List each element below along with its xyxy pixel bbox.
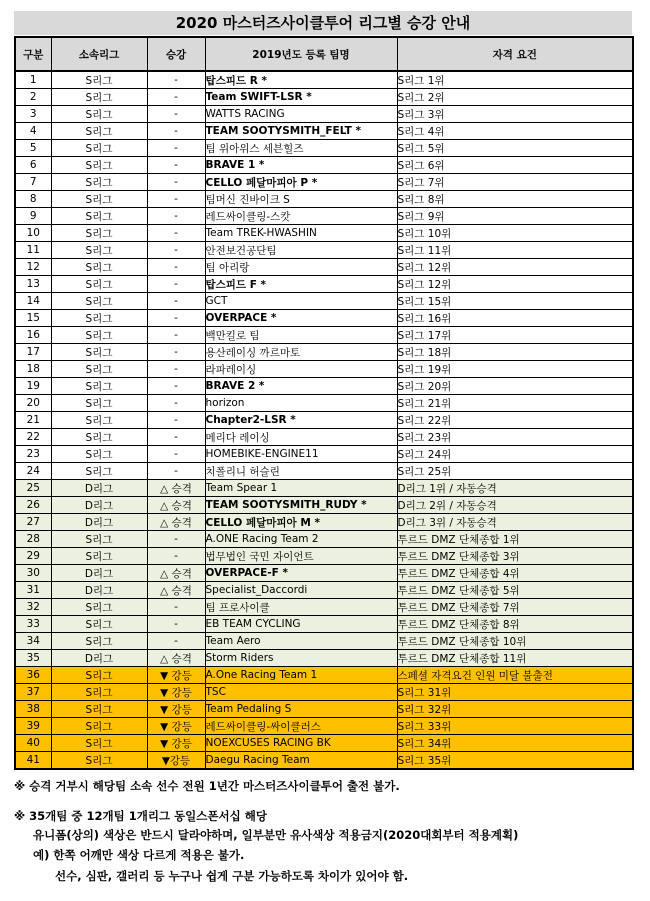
row-team-name: CELLO 페달마피아 P * [205,174,397,191]
row-movement: - [147,395,205,412]
row-team-name: 용산레이싱 까르마토 [205,344,397,361]
table-row [15,463,633,480]
row-number: 10 [15,225,51,242]
row-movement: - [147,174,205,191]
row-movement: ▼ 강등 [147,667,205,684]
row-number: 12 [15,259,51,276]
row-number: 13 [15,276,51,293]
row-movement: - [147,412,205,429]
row-number: 24 [15,463,51,480]
row-number: 17 [15,344,51,361]
row-team-name: 치폴리니 허슬린 [205,463,397,480]
row-team-name: 법무법인 국민 자이언트 [205,548,397,565]
row-league: S리그 [51,123,147,140]
table-row [15,327,633,344]
row-league: S리그 [51,106,147,123]
row-movement: - [147,259,205,276]
row-requirement: D리그 1위 / 자동승격 [397,480,633,497]
row-requirement: S리그 5위 [397,140,633,157]
row-number: 15 [15,310,51,327]
table-row [15,599,633,616]
table-row [15,361,633,378]
row-league: D리그 [51,514,147,531]
row-league: S리그 [51,429,147,446]
row-movement: △ 승격 [147,480,205,497]
row-league: D리그 [51,480,147,497]
row-team-name: 라파레이싱 [205,361,397,378]
table-row [15,225,633,242]
row-team-name: 팀 프로사이클 [205,599,397,616]
row-league: S리그 [51,667,147,684]
note-sponsorship: ※ 35개팀 중 12개팀 1개리그 동일스폰서십 해당 [14,809,267,823]
league-table [14,36,634,770]
row-league: S리그 [51,616,147,633]
header-row [15,37,633,71]
row-league: S리그 [51,701,147,718]
header-team: 2019년도 등록 팀명 [205,37,397,71]
row-number: 11 [15,242,51,259]
row-team-name: TSC [205,684,397,701]
row-movement: - [147,140,205,157]
row-requirement: 스페셜 자격요건 인원 미달 불출전 [397,667,633,684]
row-movement: - [147,548,205,565]
row-movement: - [147,123,205,140]
table-row [15,582,633,599]
note-distinguish: 선수, 심판, 갤러리 등 누구나 쉽게 구분 가능하도록 차이가 있어야 함. [55,869,409,883]
row-movement: - [147,208,205,225]
row-number: 7 [15,174,51,191]
row-number: 29 [15,548,51,565]
row-movement: - [147,293,205,310]
row-requirement: S리그 31위 [397,684,633,701]
row-requirement: 투르드 DMZ 단체종합 11위 [397,650,633,667]
row-number: 35 [15,650,51,667]
row-league: S리그 [51,89,147,106]
row-requirement: D리그 2위 / 자동승격 [397,497,633,514]
row-league: S리그 [51,71,147,89]
row-number: 39 [15,718,51,735]
row-number: 4 [15,123,51,140]
row-league: D리그 [51,582,147,599]
row-number: 8 [15,191,51,208]
row-requirement: S리그 23위 [397,429,633,446]
row-requirement: S리그 12위 [397,276,633,293]
table-row [15,140,633,157]
row-team-name: 팀 위아위스 세븐힐즈 [205,140,397,157]
row-movement: - [147,463,205,480]
table-row [15,429,633,446]
row-number: 16 [15,327,51,344]
table-row [15,242,633,259]
row-movement: - [147,633,205,650]
row-requirement: 투르드 DMZ 단체종합 3위 [397,548,633,565]
row-league: S리그 [51,157,147,174]
row-team-name: CELLO 페달마피아 M * [205,514,397,531]
row-requirement: S리그 11위 [397,242,633,259]
row-movement: - [147,429,205,446]
row-requirement: S리그 24위 [397,446,633,463]
row-team-name: WATTS RACING [205,106,397,123]
row-movement: △ 승격 [147,565,205,582]
row-movement: ▼ 강등 [147,735,205,752]
row-number: 3 [15,106,51,123]
row-requirement: S리그 1위 [397,71,633,89]
row-movement: - [147,531,205,548]
row-team-name: Team SWIFT-LSR * [205,89,397,106]
row-number: 18 [15,361,51,378]
row-number: 33 [15,616,51,633]
row-team-name: GCT [205,293,397,310]
row-number: 32 [15,599,51,616]
row-requirement: S리그 33위 [397,718,633,735]
table-row [15,633,633,650]
row-league: S리그 [51,310,147,327]
row-number: 34 [15,633,51,650]
row-requirement: S리그 34위 [397,735,633,752]
row-movement: △ 승격 [147,582,205,599]
row-requirement: S리그 10위 [397,225,633,242]
row-requirement: 투르드 DMZ 단체종합 5위 [397,582,633,599]
row-requirement: S리그 18위 [397,344,633,361]
row-team-name: horizon [205,395,397,412]
row-number: 26 [15,497,51,514]
row-movement: △ 승격 [147,650,205,667]
row-movement: △ 승격 [147,514,205,531]
row-league: S리그 [51,293,147,310]
table-row [15,650,633,667]
table-row [15,344,633,361]
table-row [15,89,633,106]
row-number: 36 [15,667,51,684]
row-number: 21 [15,412,51,429]
row-league: D리그 [51,650,147,667]
row-requirement: S리그 12위 [397,259,633,276]
table-row [15,718,633,735]
row-number: 22 [15,429,51,446]
row-league: D리그 [51,497,147,514]
row-team-name: TEAM SOOTYSMITH_RUDY * [205,497,397,514]
row-team-name: Team Pedaling S [205,701,397,718]
header-no: 구분 [15,37,51,71]
row-number: 9 [15,208,51,225]
row-team-name: Team Aero [205,633,397,650]
row-team-name: 팀 아리랑 [205,259,397,276]
row-league: S리그 [51,531,147,548]
row-requirement: S리그 17위 [397,327,633,344]
row-requirement: S리그 6위 [397,157,633,174]
table-row [15,71,633,89]
table-row [15,259,633,276]
row-movement: - [147,242,205,259]
row-team-name: Specialist_Daccordi [205,582,397,599]
page-title: 2020 마스터즈사이클투어 리그별 승강 안내 [14,11,632,35]
row-movement: - [147,71,205,89]
row-league: S리그 [51,752,147,770]
row-team-name: HOMEBIKE-ENGINE11 [205,446,397,463]
row-requirement: 투르드 DMZ 단체종합 10위 [397,633,633,650]
row-requirement: D리그 3위 / 자동승격 [397,514,633,531]
table-row [15,293,633,310]
row-requirement: S리그 15위 [397,293,633,310]
row-league: S리그 [51,718,147,735]
row-movement: △ 승격 [147,497,205,514]
row-number: 25 [15,480,51,497]
row-requirement: S리그 35위 [397,752,633,770]
row-movement: - [147,616,205,633]
row-team-name: BRAVE 2 * [205,378,397,395]
row-movement: - [147,157,205,174]
row-requirement: S리그 25위 [397,463,633,480]
row-movement: ▼ 강등 [147,684,205,701]
row-league: S리그 [51,463,147,480]
row-requirement: 투르드 DMZ 단체종합 4위 [397,565,633,582]
row-requirement: S리그 9위 [397,208,633,225]
row-number: 40 [15,735,51,752]
row-league: S리그 [51,548,147,565]
table-row [15,616,633,633]
row-requirement: S리그 3위 [397,106,633,123]
row-league: S리그 [51,344,147,361]
row-requirement: 투르드 DMZ 단체종합 7위 [397,599,633,616]
row-movement: ▼강등 [147,752,205,770]
row-team-name: BRAVE 1 * [205,157,397,174]
table-row [15,701,633,718]
row-team-name: 메리다 레이싱 [205,429,397,446]
row-league: S리그 [51,599,147,616]
row-team-name: 레드싸이클링-싸이클러스 [205,718,397,735]
header-league: 소속리그 [51,37,147,71]
table-row [15,531,633,548]
row-requirement: S리그 19위 [397,361,633,378]
row-number: 27 [15,514,51,531]
note-refusal: ※ 승격 거부시 해당팀 소속 선수 전원 1년간 마스터즈사이클투어 출전 불가. [14,779,400,793]
row-team-name: Storm Riders [205,650,397,667]
table-row [15,106,633,123]
row-team-name: 탑스피드 F * [205,276,397,293]
row-number: 38 [15,701,51,718]
row-team-name: 안전보건공단팀 [205,242,397,259]
row-league: S리그 [51,361,147,378]
row-number: 23 [15,446,51,463]
row-team-name: Team Spear 1 [205,480,397,497]
row-movement: - [147,361,205,378]
row-number: 20 [15,395,51,412]
table-row [15,395,633,412]
row-team-name: 레드싸이클링-스캇 [205,208,397,225]
table-row [15,276,633,293]
row-number: 19 [15,378,51,395]
row-team-name: OVERPACE-F * [205,565,397,582]
table-row [15,565,633,582]
row-movement: - [147,327,205,344]
table-row [15,191,633,208]
row-movement: - [147,106,205,123]
table-row [15,123,633,140]
row-movement: - [147,310,205,327]
row-number: 2 [15,89,51,106]
row-requirement: S리그 22위 [397,412,633,429]
row-number: 30 [15,565,51,582]
row-league: S리그 [51,412,147,429]
row-league: S리그 [51,140,147,157]
row-team-name: Chapter2-LSR * [205,412,397,429]
row-number: 37 [15,684,51,701]
row-requirement: S리그 2위 [397,89,633,106]
table-row [15,208,633,225]
row-movement: - [147,89,205,106]
row-team-name: 탑스피드 R * [205,71,397,89]
row-number: 31 [15,582,51,599]
row-movement: - [147,276,205,293]
row-movement: - [147,191,205,208]
table-row [15,480,633,497]
row-requirement: 투르드 DMZ 단체종합 8위 [397,616,633,633]
row-movement: ▼ 강등 [147,718,205,735]
table-row [15,514,633,531]
row-league: S리그 [51,174,147,191]
row-requirement: S리그 8위 [397,191,633,208]
row-league: S리그 [51,446,147,463]
table-row [15,735,633,752]
table-row [15,310,633,327]
row-league: S리그 [51,684,147,701]
row-team-name: A.One Racing Team 1 [205,667,397,684]
row-requirement: S리그 32위 [397,701,633,718]
row-team-name: A.ONE Racing Team 2 [205,531,397,548]
row-league: S리그 [51,327,147,344]
row-requirement: 투르드 DMZ 단체종합 1위 [397,531,633,548]
row-league: S리그 [51,735,147,752]
row-movement: - [147,446,205,463]
row-requirement: S리그 4위 [397,123,633,140]
row-number: 28 [15,531,51,548]
row-league: S리그 [51,276,147,293]
row-requirement: S리그 21위 [397,395,633,412]
table-row [15,667,633,684]
row-league: S리그 [51,633,147,650]
row-number: 1 [15,71,51,89]
table-body [15,71,633,769]
row-team-name: OVERPACE * [205,310,397,327]
row-requirement: S리그 20위 [397,378,633,395]
table-row [15,446,633,463]
row-team-name: Daegu Racing Team [205,752,397,770]
row-team-name: 백만킬로 팀 [205,327,397,344]
row-team-name: EB TEAM CYCLING [205,616,397,633]
row-team-name: Team TREK-HWASHIN [205,225,397,242]
header-requirement: 자격 요건 [397,37,633,71]
table-row [15,497,633,514]
table-row [15,174,633,191]
row-league: S리그 [51,191,147,208]
row-team-name: TEAM SOOTYSMITH_FELT * [205,123,397,140]
row-requirement: S리그 16위 [397,310,633,327]
row-league: D리그 [51,565,147,582]
table-row [15,548,633,565]
row-number: 14 [15,293,51,310]
note-example: 예) 한쪽 어깨만 색상 다르게 적용은 불가. [33,848,245,862]
row-league: S리그 [51,225,147,242]
note-uniform: 유니폼(상의) 색상은 반드시 달라야하며, 일부분만 유사색상 적용금지(2020대회부터 적용계획) [33,828,519,842]
row-league: S리그 [51,208,147,225]
row-league: S리그 [51,259,147,276]
row-team-name: 팀머신 진바이크 S [205,191,397,208]
table-row [15,412,633,429]
row-movement: - [147,599,205,616]
row-movement: ▼ 강등 [147,701,205,718]
row-league: S리그 [51,395,147,412]
row-movement: - [147,378,205,395]
row-requirement: S리그 7위 [397,174,633,191]
table-row [15,157,633,174]
row-number: 41 [15,752,51,770]
table-row [15,684,633,701]
table-row [15,752,633,770]
row-number: 5 [15,140,51,157]
row-league: S리그 [51,378,147,395]
header-movement: 승강 [147,37,205,71]
row-league: S리그 [51,242,147,259]
row-team-name: NOEXCUSES RACING BK [205,735,397,752]
row-movement: - [147,225,205,242]
table-row [15,378,633,395]
row-movement: - [147,344,205,361]
row-number: 6 [15,157,51,174]
